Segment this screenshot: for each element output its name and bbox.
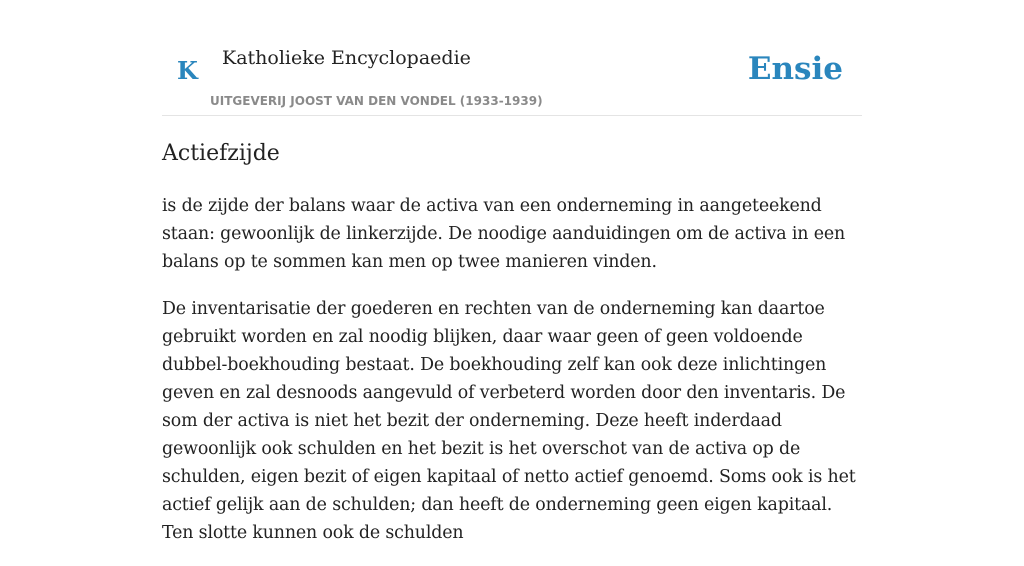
brand-logo[interactable]: Ensie bbox=[747, 51, 843, 87]
site-title[interactable]: Katholieke Encyclopaedie bbox=[222, 47, 471, 69]
publisher-label: UITGEVERIJ JOOST VAN DEN VONDEL (1933-1939) bbox=[210, 94, 543, 108]
article-paragraph: is de zijde der balans waar de activa van een onderneming in aangeteekend staan: gewoonlijk de linkerzijde. De noodige aanduidingen om de activa in een balans op te sommen kan men op twee manieren vinden. bbox=[162, 196, 846, 272]
article-body bbox=[162, 192, 862, 566]
article-title: Actiefzijde bbox=[162, 141, 280, 166]
article-paragraph: De inventarisatie der goederen en rechten van de onderneming kan daartoe gebruikt worden en zal noodig blijken, daar waar geen of geen voldoende dubbel-boekhouding bestaat. De boekhouding zelf kan ook deze inlichtingen geven en zal desnoods aangevuld of verbeterd worden door den inventaris. De som der activa is niet het bezit der onderneming. Deze heeft inderdaad gewoonlijk ook schulden en het bezit is het overschot van de activa op de schulden, eigen bezit of eigen kapitaal of netto actief genoemd. Soms ook is het actief gelijk aan de schulden; dan heeft de onderneming geen eigen kapitaal. Ten slotte kunnen ook de schulden bbox=[162, 299, 856, 543]
site-header bbox=[162, 0, 862, 116]
page bbox=[162, 0, 862, 543]
logo[interactable]: K bbox=[177, 56, 198, 85]
